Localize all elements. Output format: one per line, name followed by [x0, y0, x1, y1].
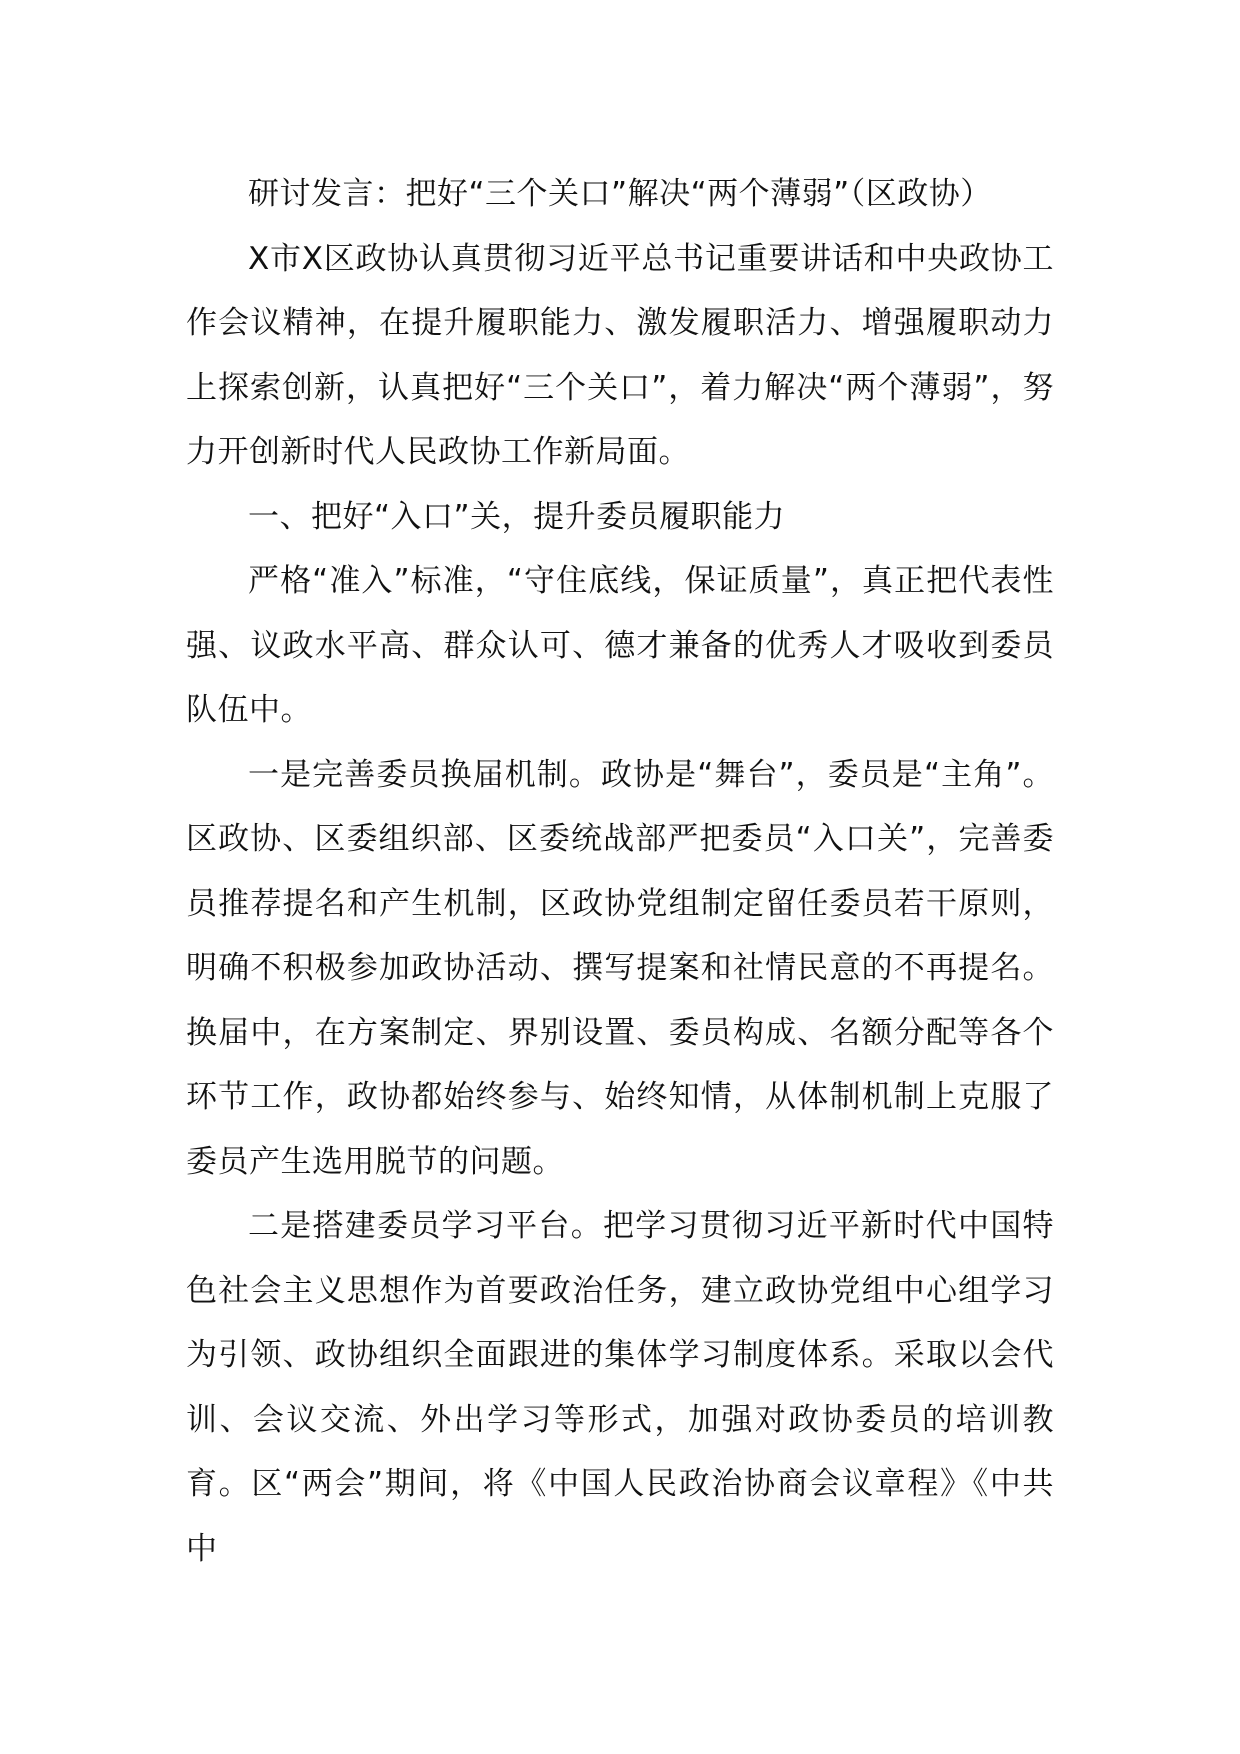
document-title: 研讨发言：把好“三个关口”解决“两个薄弱”（区政协）	[248, 176, 992, 212]
paragraph-mechanism: 一是完善委员换届机制。政协是“舞台”，委员是“主角”。区政协、区委组织部、区委统战部严把委员“入口关”，完善委员推荐提名和产生机制，区政协党组制定留任委员若干原则，明确不积极参加政协活动、撰写提案和社情民意的不再提名。换届中，在方案制定、界别设置、委员构成、名额分配等各个环节工作，政协都始终参与、始终知情，从体制机制上克服了委员产生选用脱节的问题。	[186, 756, 1054, 1180]
document-body	[186, 162, 1054, 1581]
paragraph-standard: 严格“准入”标准，“守住底线，保证质量”，真正把代表性强、议政水平高、群众认可、德才兼备的优秀人才吸收到委员队伍中。	[186, 563, 1054, 728]
paragraph-intro: X市X区政协认真贯彻习近平总书记重要讲话和中央政协工作会议精神，在提升履职能力、激发履职活力、增强履职动力上探索创新，认真把好“三个关口”，着力解决“两个薄弱”，努力开创新时代人民政协工作新局面。	[186, 240, 1054, 470]
paragraph-learning: 二是搭建委员学习平台。把学习贯彻习近平新时代中国特色社会主义思想作为首要政治任务，建立政协党组中心组学习为引领、政协组织全面跟进的集体学习制度体系。采取以会代训、会议交流、外出学习等形式，加强对政协委员的培训教育。区“两会”期间，将《中国人民政治协商会议章程》《中共中	[186, 1208, 1054, 1567]
section-heading-1: 一、把好“入口”关，提升委员履职能力	[248, 498, 786, 535]
